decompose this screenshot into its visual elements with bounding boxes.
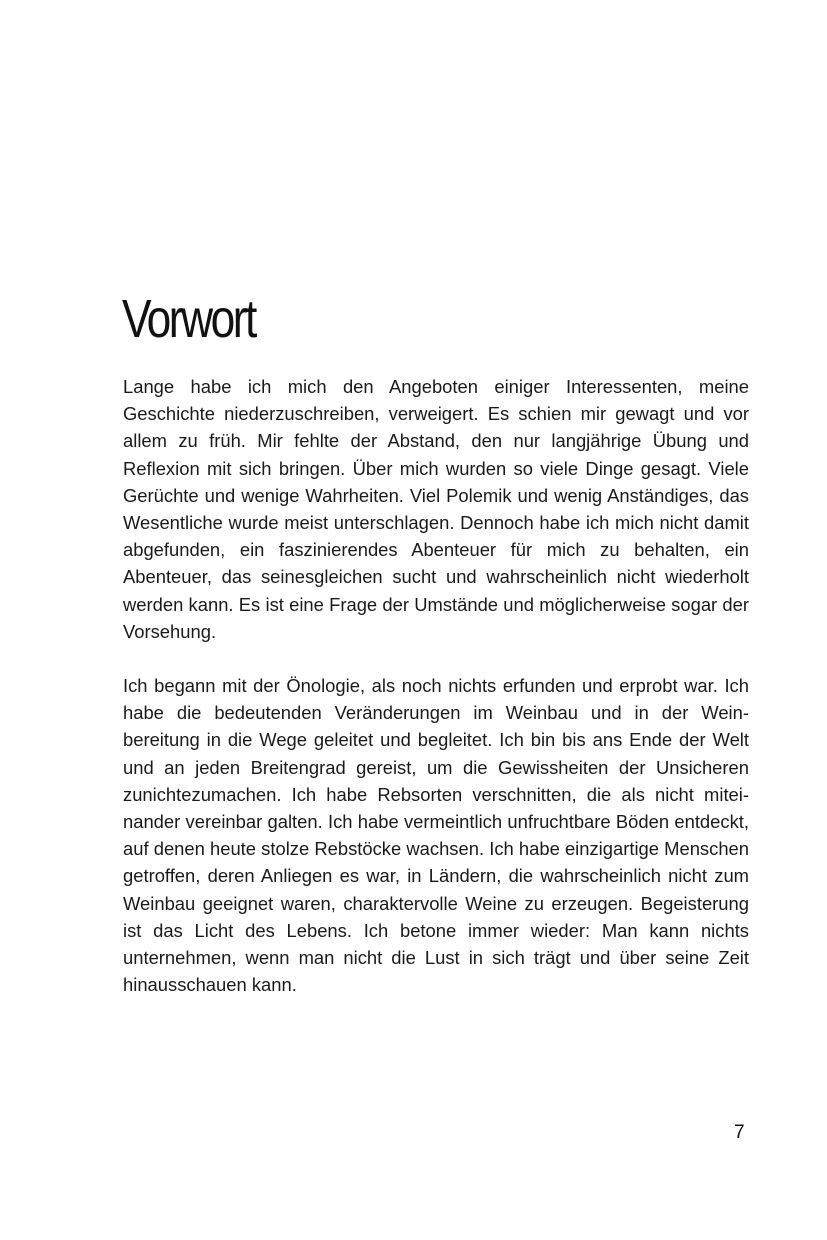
body-text <box>123 373 749 1025</box>
chapter-title: Vorwort <box>122 289 255 349</box>
paragraph: Ich begann mit der Önologie, als noch nichts erfunden und erprobt war. Ich habe die bedeutenden Veränderungen im Weinbau und in der Weinbereitung in die Wege geleitet und begleitet. Ich bin bis ans Ende der Welt und an jeden Breitengrad gereist, um die Gewissheiten der Unsicheren zunichtezumachen. Ich habe Rebsorten verschnitten, die als nicht miteinander vereinbar galten. Ich habe vermeintlich unfruchtbare Böden entdeckt, auf denen heute stolze Rebstöcke wachsen. Ich habe einzigartige Menschen getroffen, deren Anliegen es war, in Ländern, die wahrscheinlich nicht zum Weinbau geeignet waren, charaktervolle Weine zu erzeugen. Begeisterung ist das Licht des Lebens. Ich betone immer wieder: Man kann nichts unternehmen, wenn man nicht die Lust in sich trägt und über seine Zeit hinausschauen kann. <box>123 675 749 996</box>
page-number: 7 <box>734 1122 745 1143</box>
paragraph: Lange habe ich mich den Angeboten einiger Interessenten, meine Geschichte niederzuschreiben, verweigert. Es schien mir gewagt und vor allem zu früh. Mir fehlte der Abstand, den nur langjährige Übung und Reflexion mit sich bringen. Über mich wurden so viele Dinge gesagt. Viele Gerüchte und wenige Wahrheiten. Viel Polemik und wenig Anständiges, das Wesentliche wurde meist unterschlagen. Dennoch habe ich mich nicht damit abgefunden, ein faszinierendes Abenteuer für mich zu behalten, ein Abenteuer, das seinesgleichen sucht und wahrscheinlich nicht wiederholt werden kann. Es ist eine Frage der Umstände und möglicherweise sogar der Vorsehung. <box>123 376 749 642</box>
